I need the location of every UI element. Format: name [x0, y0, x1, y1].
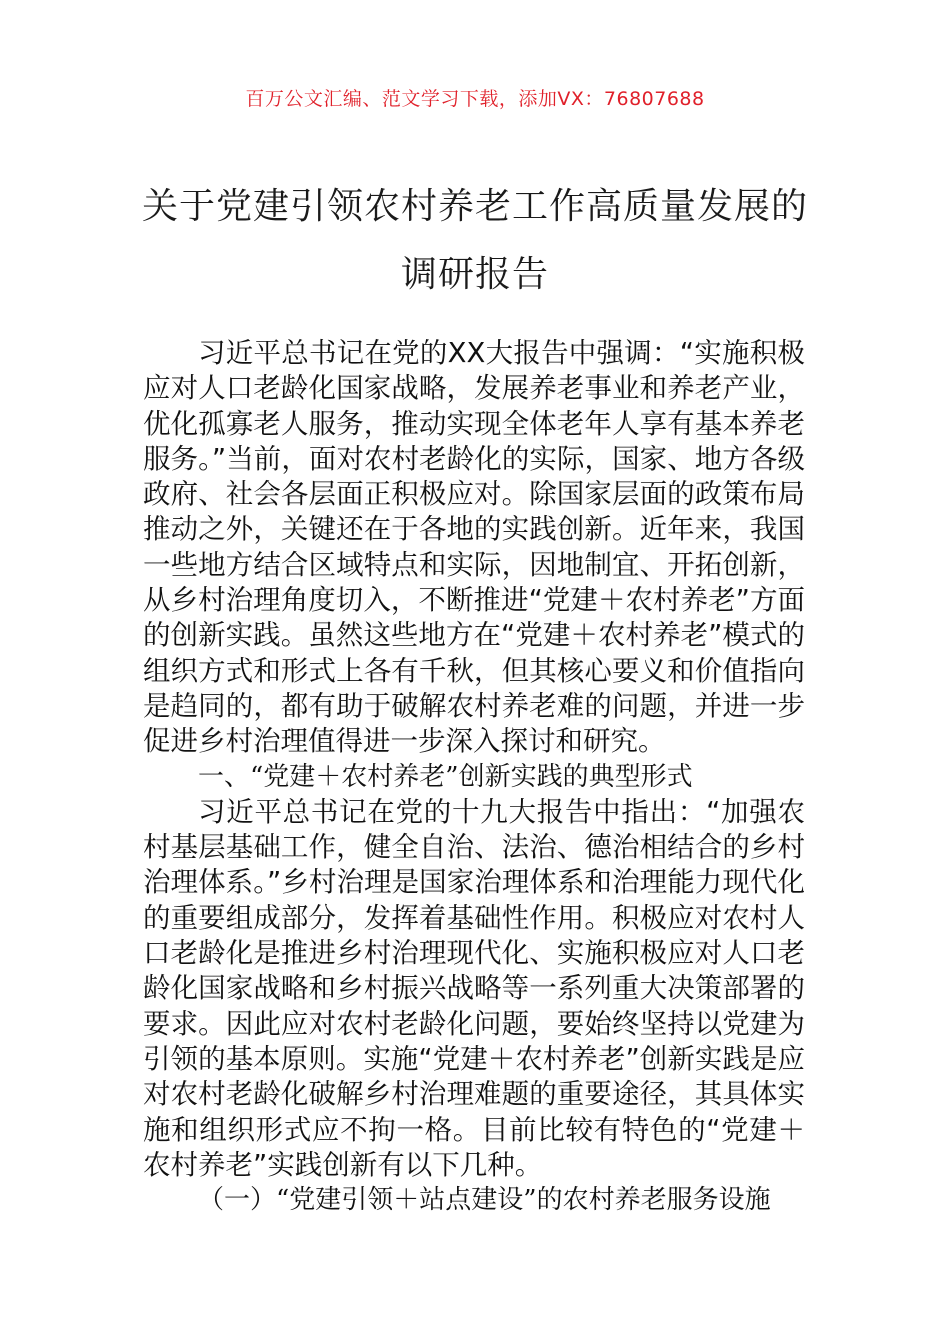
- section-heading-1: 一、“党建＋农村养老”创新实践的典型形式: [198, 761, 693, 792]
- watermark-header-note: 百万公文汇编、范文学习下载，添加VX：76807688: [245, 88, 705, 110]
- subsection-heading-1: （一）“党建引领＋站点建设”的农村养老服务设施: [198, 1185, 771, 1216]
- document-title-line-1: 关于党建引领农村养老工作高质量发展的: [141, 186, 808, 227]
- body-paragraph-2: 习近平总书记在党的十九大报告中指出：“加强农村基层基础工作，健全自治、法治、德治相结合的乡村治理体系。”乡村治理是国家治理体系和治理能力现代化的重要组成部分，发挥着基础性作用。积极应对农村人口老龄化是推进乡村治理现代化、实施积极应对人口老龄化国家战略和乡村振兴战略等一系列重大决策部署的要求。因此应对农村老龄化问题，要始终坚持以党建为引领的基本原则。实施“党建＋农村养老”创新实践是应对农村老龄化破解乡村治理难题的重要途径，其具体实施和组织形式应不拘一格。目前比较有特色的“党建＋农村养老”实践创新有以下几种。: [143, 795, 805, 1181]
- document-title-line-2: 调研报告: [400, 254, 549, 295]
- body-paragraph-1: 习近平总书记在党的XX大报告中强调：“实施积极应对人口老龄化国家战略，发展养老事业和养老产业，优化孤寡老人服务，推动实现全体老年人享有基本养老服务。”当前，面对农村老龄化的实际，国家、地方各级政府、社会各层面正积极应对。除国家层面的政策布局推动之外，关键还在于各地的实践创新。近年来，我国一些地方结合区域特点和实际，因地制宜、开拓创新，从乡村治理角度切入，不断推进“党建＋农村养老”方面的创新实践。虽然这些地方在“党建＋农村养老”模式的组织方式和形式上各有千秋，但其核心要义和价值指向是趋同的，都有助于破解农村养老难的问题，并进一步促进乡村治理值得进一步深入探讨和研究。: [143, 337, 805, 758]
- document-body: [143, 336, 805, 1218]
